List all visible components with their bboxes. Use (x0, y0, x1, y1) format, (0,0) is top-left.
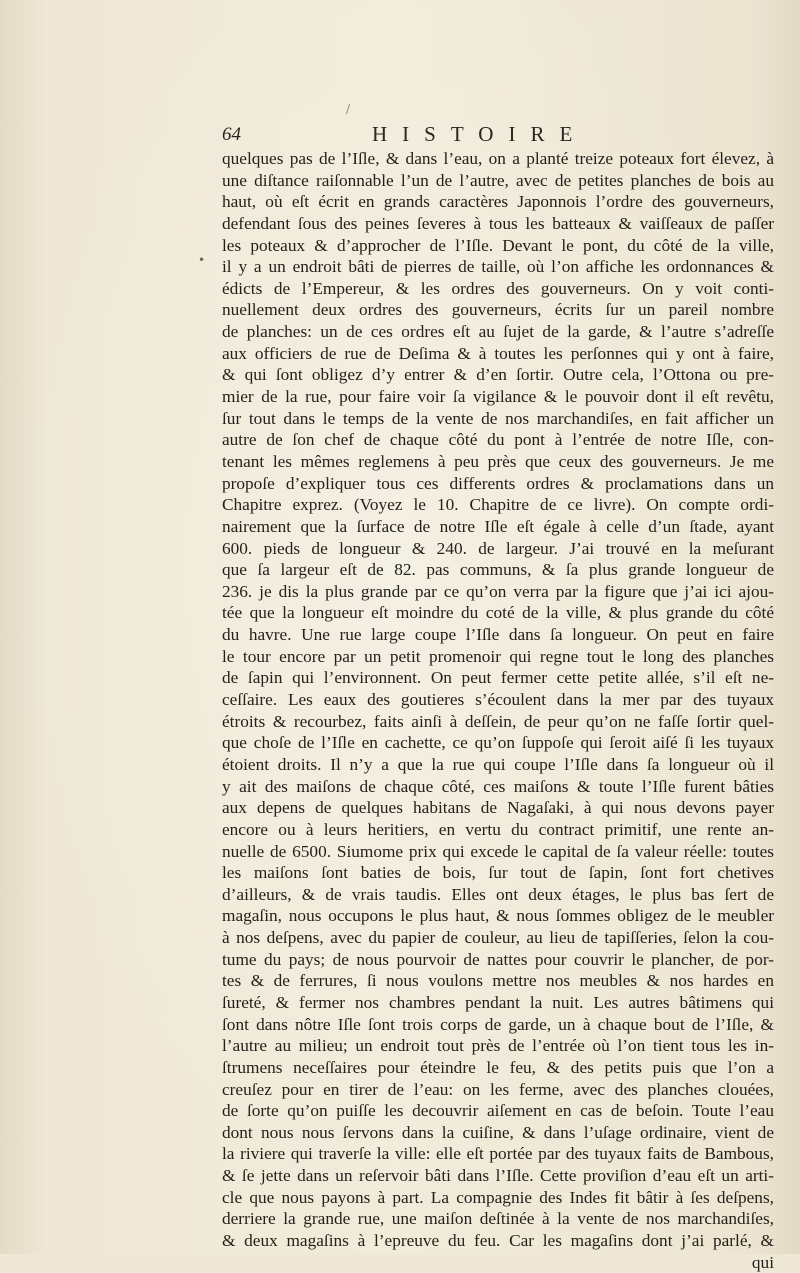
text-line: dont nous nous ſervons dans la cuiſine, & dans l’uſage ordinaire, vient de (222, 1122, 774, 1142)
text-line: nuelle de 6500. Siumome prix qui excede le capital de ſa valeur réelle: toutes (222, 841, 774, 861)
text-line: à nos deſpens, avec du papier de couleur, au lieu de tapiſſeries, ſelon la cou- (222, 928, 774, 948)
text-line: les maiſons ſont baties de bois, ſur tout de ſapin, ſont fort chetives (222, 863, 774, 883)
text-line: tée que la longueur eſt moindre du coté de la ville, & plus grande du côté (222, 603, 774, 623)
text-line: tes & de ferrures, ſi nous voulons mettre nos meubles & nos hardes en (222, 971, 774, 991)
ink-mark: / (346, 102, 351, 116)
page-header (222, 124, 772, 150)
text-line: nairement que la ſurface de notre Iſle eſt égale à celle d’un ſtade, ayant (222, 516, 774, 536)
text-line: haut, où eſt écrit en grands caractères Japonnois l’ordre des gouverneurs, (222, 192, 774, 212)
text-line: de ſorte qu’on puiſſe les decouvrir aiſement en cas de beſoin. Toute l’eau (222, 1101, 774, 1121)
text-line: les poteaux & d’approcher de l’Iſle. Devant le pont, du côté de la ville, (222, 235, 774, 255)
text-line: aux officiers de rue de Deſima & à toutes les perſonnes qui y ont à faire, (222, 343, 774, 363)
text-line: y ait des maiſons de chaque côté, ces maiſons & toute l’Iſle furent bâties (222, 776, 774, 796)
text-line: étoient droits. Il n’y a que la rue qui coupe l’Iſle dans ſa longueur où il (222, 754, 774, 774)
text-line: propoſe d’expliquer tous ces differents ordres & proclamations dans un (222, 473, 774, 493)
text-line: le tour encore par un petit promenoir qui regne tout le long des planches (222, 646, 774, 666)
page-number: 64 (222, 124, 241, 145)
text-line: mier de la rue, pour faire voir ſa vigilance & le pouvoir dont il eſt revêtu, (222, 387, 774, 407)
text-line: 236. je dis la plus grande par ce qu’on verra par la figure que j’ai ici ajou- (222, 581, 774, 601)
text-line: tume du pays; de nous pourvoir de nattes pour couvrir le plancher, de por- (222, 949, 774, 969)
text-line: édicts de l’Empereur, & les ordres des gouverneurs. On y voit conti- (222, 278, 774, 298)
text-line: ſureté, & fermer nos chambres pendant la nuit. Les autres bâtimens qui (222, 992, 774, 1012)
text-line: d’ailleurs, & de vrais taudis. Elles ont deux étages, le plus bas ſert de (222, 884, 774, 904)
text-line: 600. pieds de longueur & 240. de largeur. J’ai trouvé en la meſurant (222, 538, 774, 558)
text-line: la riviere qui traverſe la ville: elle eſt portée par des tuyaux faits de Bambous, (222, 1144, 774, 1164)
text-line: derriere la grande rue, une maiſon deſtinée à la vente de nos marchandiſes, (222, 1209, 774, 1229)
text-line: aux depens de quelques habitans de Nagaſaki, à qui nous devons payer (222, 798, 774, 818)
text-line: cle que nous payons à part. La compagnie des Indes fit bâtir à ſes deſpens, (222, 1187, 774, 1207)
text-line: il y a un endroit bâti de pierres de taille, où l’on affiche les ordonnances & (222, 257, 774, 277)
text-line: de planches: un de ces ordres eſt au ſujet de la garde, & l’autre s’adreſſe (222, 322, 774, 342)
text-line: une diſtance raiſonnable l’un de l’autre, avec de petites planches de bois au (222, 170, 774, 190)
body-text (222, 148, 774, 1273)
text-line: & ſe jette dans un reſervoir bâti dans l’Iſle. Cette proviſion d’eau eſt un arti- (222, 1166, 774, 1186)
text-line: & deux magaſins à l’epreuve du feu. Car les magaſins dont j’ai parlé, & (222, 1231, 774, 1251)
running-title: HISTOIRE (372, 122, 588, 146)
catchword: qui (751, 1252, 774, 1272)
text-line: & qui ſont obligez d’y entrer & d’en ſortir. Outre cela, l’Ottona ou pre- (222, 365, 774, 385)
text-line: defendant ſous des peines ſeveres à tous les batteaux & vaiſſeaux de paſſer (222, 213, 774, 233)
text-line: quelques pas de l’Iſle, & dans l’eau, on a planté treize poteaux fort élevez, à (222, 149, 774, 168)
text-line: magaſin, nous occupons le plus haut, & nous ſommes obligez de le meubler (222, 906, 774, 926)
text-line: ſur tout dans le temps de la vente de nos marchandiſes, en fait afficher un (222, 408, 774, 428)
text-line: du havre. Une rue large coupe l’Iſle dans ſa longueur. On peut en faire (222, 625, 774, 645)
margin-dot: • (198, 253, 206, 267)
text-line: ſtrumens neceſſaires pour éteindre le feu, & des petits puis que l’on a (222, 1057, 774, 1077)
text-line: ſont dans nôtre Iſle ſont trois corps de garde, un à chaque bout de l’Iſle, & (222, 1014, 774, 1034)
text-line: creuſez pour en tirer de l’eau: on les ferme, avec des planches clouées, (222, 1079, 774, 1099)
text-line: que choſe de l’Iſle en cachette, ce qu’on ſuppoſe qui ſeroit aiſé ſi les tuyaux (222, 733, 774, 753)
text-line: ceſſaire. Les eaux des goutieres s’écoulent dans la mer par des tuyaux (222, 690, 774, 710)
text-line: de ſapin qui l’environnent. On peut fermer cette petite allée, s’il eſt ne- (222, 668, 774, 688)
text-line: étroits & recourbez, faits ainſi à deſſein, de peur qu’on ne faſſe ſortir quel- (222, 711, 774, 731)
text-line: l’autre au milieu; un endroit tout près de l’entrée où l’on tient tous les in- (222, 1036, 774, 1056)
text-line: nuellement deux ordres des gouverneurs, écrits ſur un pareil nombre (222, 300, 774, 320)
text-line: encore ou à leurs heritiers, en vertu du contract primitif, une rente an- (222, 819, 774, 839)
text-line: que ſa largeur eſt de 82. pas communs, & ſa plus grande longueur de (222, 560, 774, 580)
text-line: tenant les mêmes reglemens à peu près que ceux des gouverneurs. Je me (222, 451, 774, 471)
text-line: autre de ſon chef de chaque côté du pont à l’entrée de notre Iſle, con- (222, 430, 774, 450)
text-line: Chapitre exprez. (Voyez le 10. Chapitre de ce livre). On compte ordi- (222, 495, 774, 515)
